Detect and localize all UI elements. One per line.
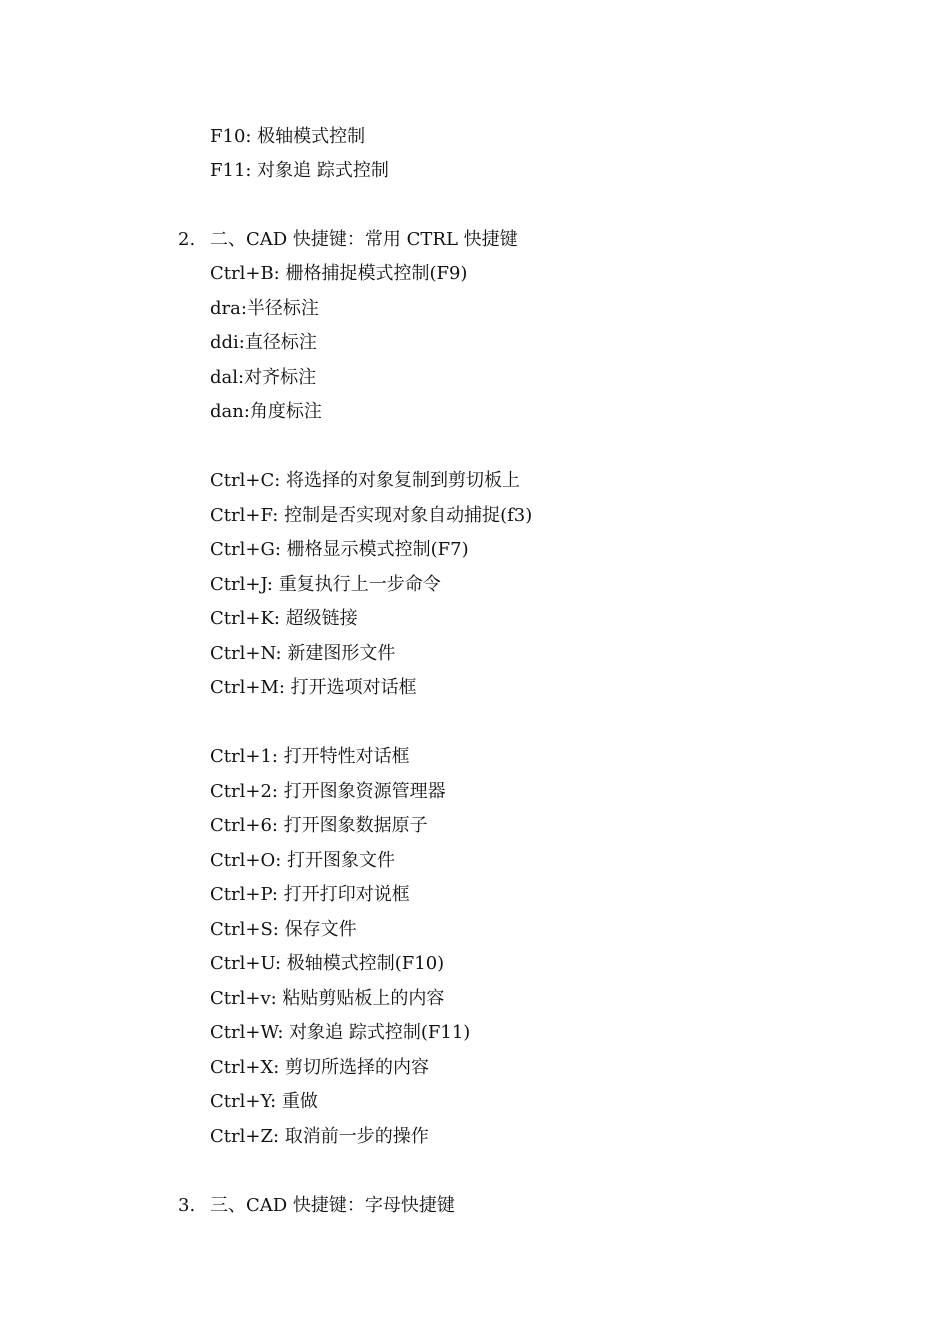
- section-number: 2.: [178, 229, 196, 250]
- shortcut-line: Ctrl+W: 对象追 踪式控制(F11): [210, 1022, 471, 1043]
- shortcut-line: Ctrl+C: 将选择的对象复制到剪切板上: [210, 470, 521, 491]
- section-heading: 三、CAD 快捷键：字母快捷键: [210, 1195, 455, 1216]
- shortcut-line: Ctrl+O: 打开图象文件: [210, 850, 395, 871]
- section-number: 3.: [178, 1195, 196, 1216]
- shortcut-line: Ctrl+K: 超级链接: [210, 608, 358, 629]
- shortcut-line: Ctrl+N: 新建图形文件: [210, 643, 396, 664]
- section-heading: 二、CAD 快捷键：常用 CTRL 快捷键: [210, 229, 518, 250]
- shortcut-line: Ctrl+X: 剪切所选择的内容: [210, 1057, 430, 1078]
- shortcut-line: Ctrl+S: 保存文件: [210, 919, 357, 940]
- shortcut-line: dan:角度标注: [210, 401, 322, 422]
- shortcut-line: Ctrl+P: 打开打印对说框: [210, 884, 410, 905]
- shortcut-line: F10: 极轴模式控制: [210, 126, 366, 147]
- shortcut-line: Ctrl+J: 重复执行上一步命令: [210, 574, 441, 595]
- shortcut-line: Ctrl+Y: 重做: [210, 1091, 318, 1112]
- shortcut-line: ddi:直径标注: [210, 332, 317, 353]
- shortcut-line: Ctrl+M: 打开选项对话框: [210, 677, 417, 698]
- shortcut-line: Ctrl+Z: 取消前一步的操作: [210, 1126, 429, 1147]
- shortcut-line: Ctrl+6: 打开图象数据原子: [210, 815, 428, 836]
- shortcut-line: dra:半径标注: [210, 298, 319, 319]
- shortcut-line: Ctrl+U: 极轴模式控制(F10): [210, 953, 445, 974]
- shortcut-line: Ctrl+F: 控制是否实现对象自动捕捉(f3): [210, 505, 533, 526]
- shortcut-line: Ctrl+v: 粘贴剪贴板上的内容: [210, 988, 445, 1009]
- shortcut-line: Ctrl+2: 打开图象资源管理器: [210, 781, 446, 802]
- shortcut-line: F11: 对象追 踪式控制: [210, 160, 389, 181]
- shortcut-line: Ctrl+B: 栅格捕捉模式控制(F9): [210, 263, 468, 284]
- shortcut-line: Ctrl+G: 栅格显示模式控制(F7): [210, 539, 469, 560]
- shortcut-line: dal:对齐标注: [210, 367, 317, 388]
- shortcut-line: Ctrl+1: 打开特性对话框: [210, 746, 410, 767]
